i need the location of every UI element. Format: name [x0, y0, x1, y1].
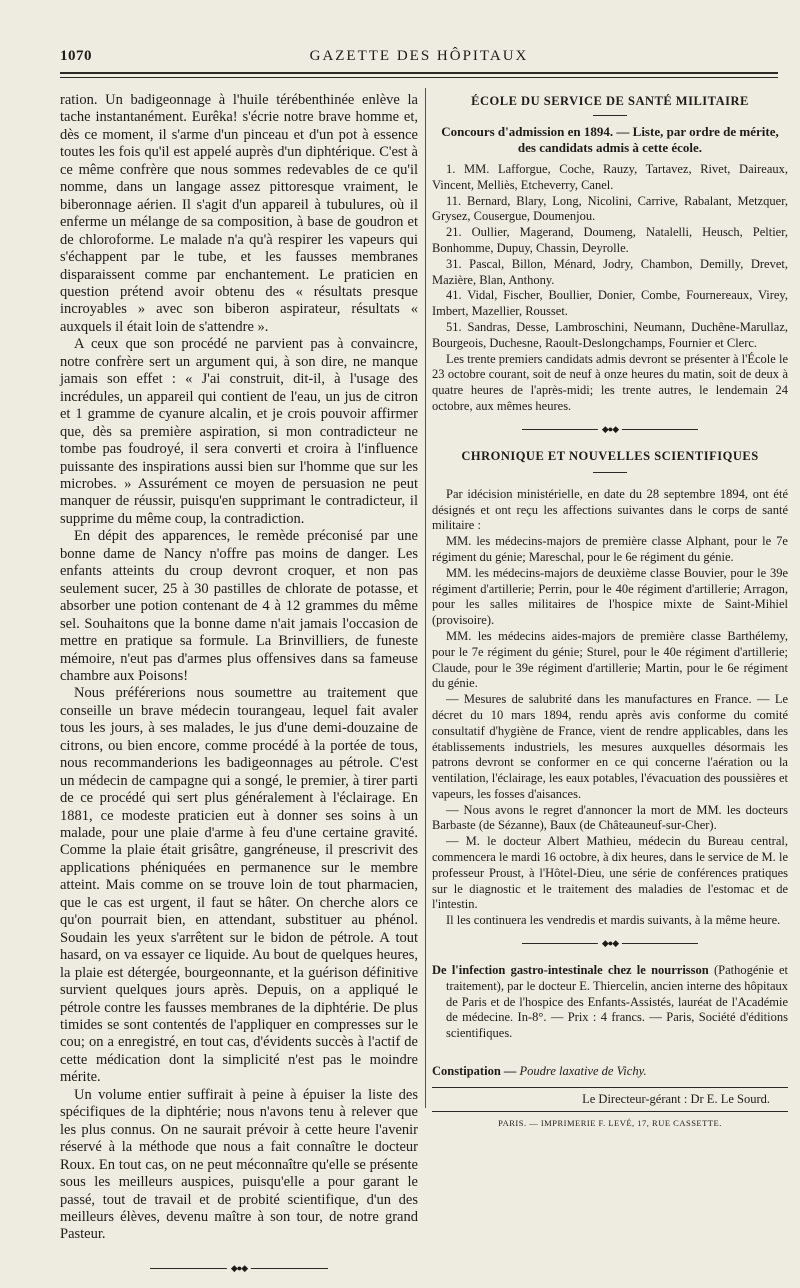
header-rule-thick	[60, 72, 778, 74]
left-paragraph: En dépit des apparences, le remède préconisé par une bonne dame de Nancy n'offre pas moins de danger. Les enfants atteints du croup devront croquer, et non pas seulement sucer, 25 à 30 pastilles de chlorate de potasse, et absorber une potion contenant de 4 à 12 grammes du même sel. Souhaitons que la bonne dame n'ait jamais l'occasion de mettre en pratique sa formule. La Brinvilliers, de funeste mémoire, n'eut pas d'armes plus offensives dans sa fameuse chambre aux Poisons!	[60, 528, 418, 684]
chronicle-paragraph: — Mesures de salubrité dans les manufactures en France. — Le décret du 10 mars 1894, rendu après avis conforme du comité consultatif d'hygiène de France, vient de rendre applicables, dans les établissements industriels, les mesures auxquelles désormais les patrons devront se conformer en ce qui concerne l'aération ou la ventilation, l'éclairage, les eaux potables, l'évacuation des poussières et vapeurs, les fosses d'aisances.	[432, 692, 788, 801]
end-ornament: ◆●◆	[60, 1264, 418, 1272]
candidate-list-item: 51. Sandras, Desse, Lambroschini, Neumann, Duchêne-Marullaz, Bourgeois, Duchesne, Raoult-Deslongchamps, Fournier et Clerc.	[432, 319, 788, 350]
constipation-label: Constipation —	[432, 1064, 517, 1079]
left-paragraph: A ceux que son procédé ne parvient pas à convaincre, notre confrère sert un argument qui, à son dire, ne manque jamais son effet : « J'ai construit, dit-il, à l'usage des incrédules, un appareil qui contient de l'eau, un jus de citron et 1 gramme de cyanure alcalin, et je crois pouvoir affirmer que, dès sa première aspiration, si mon contradicteur ne tombe pas foudroyé, il sera converti et croira à l'influence puissante des inspirations aussi bien sur l'homme que sur les microbes. » Assurément ce moyen de persuasion ne peut manquer de réussir, puisqu'en supprimant le contradicteur, il supprime du même coup, la contradiction.	[60, 336, 418, 527]
director-signature: Le Directeur-gérant : Dr E. Le Sourd.	[582, 1092, 770, 1107]
candidate-list-item: 31. Pascal, Billon, Ménard, Jodry, Chambon, Demilly, Drevet, Mazière, Blan, Anthony.	[432, 256, 788, 287]
left-column	[60, 92, 418, 1288]
signature-rule-bottom	[432, 1111, 788, 1112]
chronicle-paragraph: MM. les médecins aides-majors de première classe Barthélemy, pour le 7e régiment du génie; Sturel, pour le 40e régiment d'artillerie; Claude, pour le 39e régiment d'artillerie; Martin, pour le 6e régiment du génie.	[432, 628, 788, 691]
short-rule	[593, 115, 627, 116]
left-paragraph: Un volume entier suffirait à peine à épuiser la liste des spécifiques de la diphtérie; nous n'avons tenu à relever que les plus connus. On ne saurait prévoir à cette heure l'avenir réservé à la méthode que nous a fait connaître le docteur Roux. En tout cas, on ne peut méconnaître qu'elle se présente sous les meilleurs auspices, puisqu'elle a pour garant le passé, tout de travail et de probité scientifique, d'un des meilleurs élèves, devenu maître à son tour, de notre grand Pasteur.	[60, 1086, 418, 1243]
chronicle-section-title: CHRONIQUE ET NOUVELLES SCIENTIFIQUES	[461, 448, 759, 463]
school-closing: Les trente premiers candidats admis devront se présenter à l'École le 23 octobre courant, soit de neuf à onze heures du matin, soit de deux à quatre heures de l'après-midi; les trente autres, le lendemain 24 octobre, aux mêmes heures.	[432, 351, 788, 413]
candidate-list-item: 1. MM. Lafforgue, Coche, Rauzy, Tartavez, Rivet, Daireaux, Vincent, Melliès, Etcheverry, Canel.	[432, 162, 788, 192]
left-paragraph: ration. Un badigeonnage à l'huile térébenthinée enlève la tache instantanément. Eurêka! s'écrie notre brave homme et, dès ce moment, il s'arme d'un pinceau et d'un pot à essence toutes les fois qu'il est appelé auprès d'un diphtérique. C'est à ce même confrère que nous sommes redevables de ce qu'il nomme, dans un langage assez pittoresque vraiment, le biberonnage aérien. Il s'agit d'un appareil à tubulures, où il enferme un mélange de sa composition, à base de goudron et de chloroforme. Le malade n'a qu'à respirer les vapeurs qui s'échappent par le tube, et les fausses membranes disparaissent comme par enchantement. Le praticien en question prétend avoir obtenu des « résultats presque incroyables » avec son biberon aspirateur, résultats « auxquels il était loin de s'attendre ».	[60, 92, 418, 335]
page-header	[60, 48, 778, 68]
right-column	[432, 92, 788, 1128]
school-section-subtitle: Concours d'admission en 1894. — Liste, par ordre de mérite, des candidats admis à cette école.	[441, 124, 779, 155]
book-details: (Pathogénie et traitement), par le docteur E. Thiercelin, ancien interne des hôpitaux de Paris et de l'hospice des Enfants-Assistés, lauréat de l'Académie de médecine. In-8°. — Prix : 4 francs. — Paris, Société d'éditions scientifiques.	[446, 963, 789, 1041]
book-title: De l'infection gastro-intestinale chez le nourrisson	[432, 963, 709, 978]
journal-title: GAZETTE DES HÔPITAUX	[309, 48, 529, 64]
school-section-title: ÉCOLE DU SERVICE DE SANTÉ MILITAIRE	[471, 94, 749, 108]
column-divider	[425, 88, 426, 1108]
signature-rule	[432, 1087, 788, 1088]
constipation-remedy: Poudre laxative de Vichy.	[519, 1064, 647, 1079]
chronicle-paragraph: MM. les médecins-majors de première classe Alphant, pour le 7e régiment du génie; Mareschal, pour le 6e régiment du génie.	[432, 534, 788, 564]
chronicle-paragraph: — Nous avons le regret d'annoncer la mort de MM. les docteurs Barbaste (de Sézanne), Baux (de Châteauneuf-sur-Cher).	[432, 802, 788, 833]
candidate-list-item: 11. Bernard, Blary, Long, Nicolini, Carrive, Rabalant, Metzquer, Grysez, Cousergue, Doumenjou.	[432, 193, 788, 224]
chronicle-paragraph: MM. les médecins-majors de deuxième classe Bouvier, pour le 39e régiment d'artillerie; Perrin, pour le 40e régiment d'artillerie; Arragon, pour les salles militaires de l'hospice mixte de Saint-Mihiel (provisoire).	[432, 565, 788, 628]
chronicle-paragraph: Il les continuera les vendredis et mardis suivants, à la même heure.	[446, 913, 781, 928]
chronicle-paragraph: Par idécision ministérielle, en date du 28 septembre 1894, ont été désignés et ont reçu les affections suivantes dans le corps de santé militaire :	[432, 486, 788, 533]
header-rule-thin	[60, 77, 778, 78]
book-notice	[432, 963, 788, 1042]
printer-imprint: PARIS. — IMPRIMERIE F. LEVÉ, 17, RUE CASSETTE.	[498, 1118, 722, 1129]
page-number: 1070	[60, 48, 92, 64]
short-rule	[593, 472, 627, 473]
left-paragraph: Nous préférerions nous soumettre au traitement que conseille un brave médecin tourangeau, lequel fait avaler tous les jours, à ses malades, le jus d'une demi-douzaine de citrons, ou bien encore, comme procédé à la portée de tous, nous recommanderions les badigeonnages au pétrole. C'est un médecin de campagne qui a songé, le premier, à tirer parti de ce procédé qui sert plus généralement à l'éclairage. En 1881, ce modeste praticien eut à donner ses soins à un malade, pour une plaie d'arme à feu d'une certaine gravité. Comme la plaie était grisâtre, gangréneuse, il prescrivit des applications phéniquées en permanence sur le membre atteint. Mais comme on se trouve loin de tout pharmacien, que le cas est urgent, il faut se hâter. On cherche alors ce qu'on pourrait bien, en attendant, substituer au phénol. Soudain les yeux s'arrêtent sur le bidon de pétrole. A tout hasard, on va essayer ce liquide. Au bout de quelques heures, la plaie est détergée, bourgeonnante, et la guérison définitive survient quelques jours après. Depuis, on a appliqué le pétrole contre les fausses membranes de la diphtérie. De plus timides se sont contentés de l'appliquer en compresses sur le cou; on a enregistré, en tout cas, d'évidents succès à l'actif de cette médication dont la simplicité n'est pas le moindre mérite.	[60, 685, 418, 1086]
chronicle-paragraph: — M. le docteur Albert Mathieu, médecin du Bureau central, commencera le mardi 16 octobre, à dix heures, dans le service de M. le professeur Proust, à l'Hôtel-Dieu, une série de conférences pratiques sur le diagnostic et le traitement des maladies de l'estomac et de l'intestin.	[432, 834, 788, 912]
section-ornament: ◆●◆	[432, 425, 788, 433]
constipation-ad	[432, 1064, 788, 1079]
section-ornament: ◆●◆	[432, 939, 788, 947]
candidate-list-item: 21. Oullier, Magerand, Doumeng, Natalelli, Heusch, Peltier, Bonhomme, Dupuy, Chassin, Deyrolle.	[432, 225, 788, 255]
candidate-list-item: 41. Vidal, Fischer, Boullier, Donier, Combe, Fournereaux, Virey, Imbert, Mazellier, Rousset.	[432, 288, 788, 319]
